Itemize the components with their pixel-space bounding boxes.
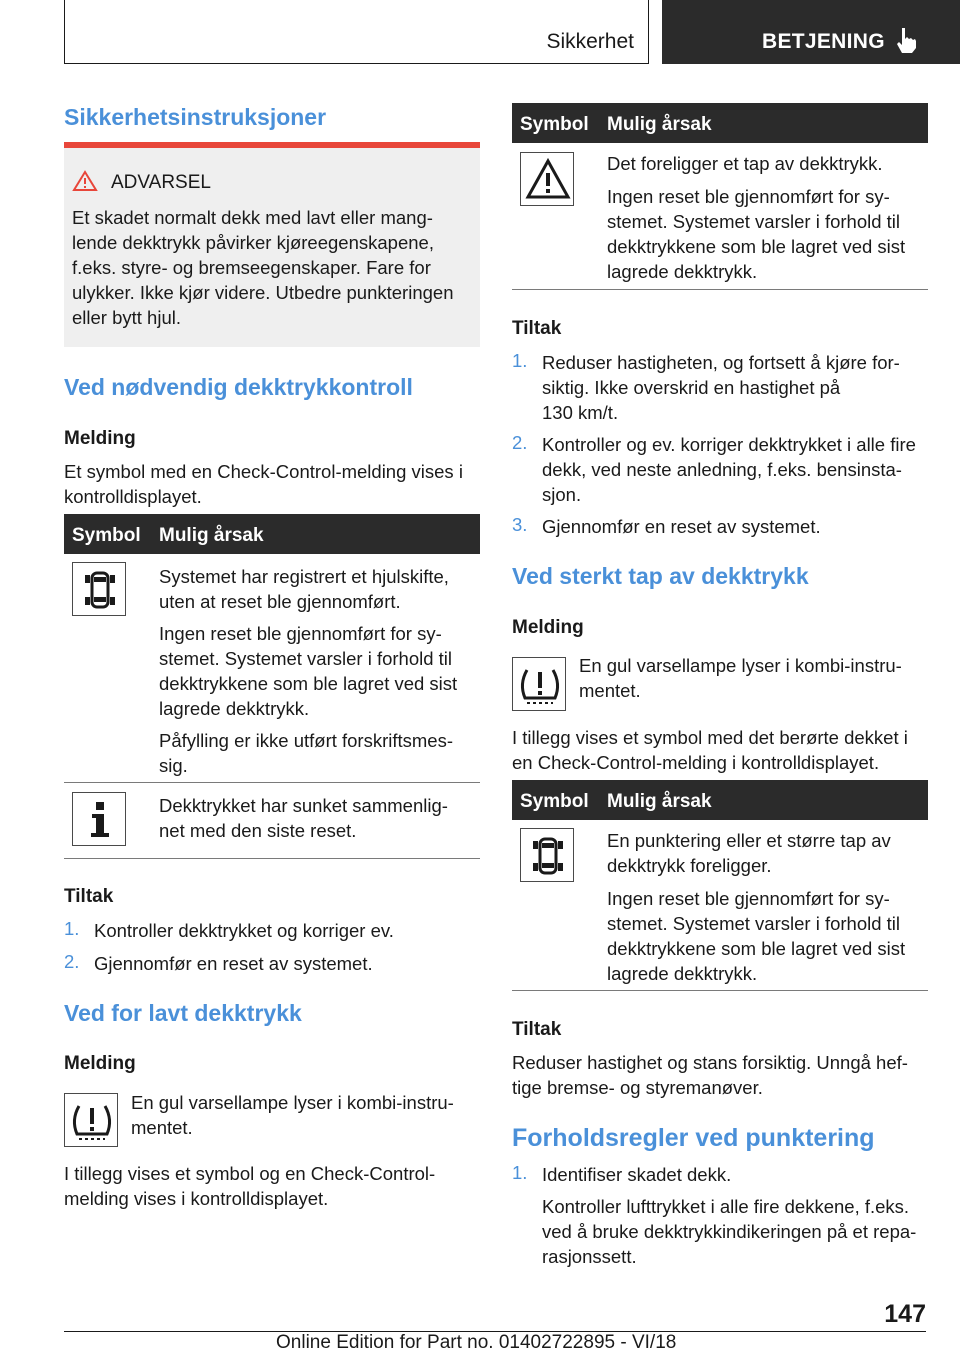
title-low-pressure: Ved for lavt dekktrykk: [64, 1000, 302, 1026]
cause-text: lagrede dekktrykk.: [607, 963, 758, 984]
heading-melding: Melding: [64, 1053, 136, 1074]
warning-line: Et skadet normalt dekk med lavt eller mang-: [72, 207, 433, 228]
cause-text: lagrede dekktrykk.: [159, 698, 310, 719]
warning-line: lende dekktrykk påvirker kjøreegenskapene,: [72, 232, 434, 253]
cause-text: dekktrykk foreligger.: [607, 855, 772, 876]
header-section-box: [64, 0, 649, 64]
heading-melding: Melding: [512, 617, 584, 638]
car-tire-icon: [73, 563, 127, 617]
step-number: 2.: [64, 951, 80, 972]
table-divider: [512, 990, 928, 991]
cause-text: dekktrykkene som ble lagret ved sist: [159, 673, 458, 694]
header-chapter-box: [662, 0, 960, 64]
cause-text: Ingen reset ble gjennomført for sy-: [607, 186, 890, 207]
cause-text: Systemet har registrert et hjulskifte,: [159, 566, 449, 587]
cause-text: uten at reset ble gjennomført.: [159, 591, 401, 612]
step-text: rasjonssett.: [542, 1246, 637, 1267]
body-text: en Check-Control-melding i kontrolldisplayet.: [512, 752, 880, 773]
melding-text: Et symbol med en Check-Control-melding vises i: [64, 461, 463, 482]
body-text: I tillegg vises et symbol med det berørte dekket i: [512, 727, 908, 748]
car-tire-icon: [521, 829, 575, 883]
cause-text: stemet. Systemet varsler i forhold til: [159, 648, 453, 669]
car-puncture-symbol: [520, 828, 574, 882]
warning-triangle-icon: [521, 153, 575, 207]
heading-tiltak: Tiltak: [512, 1019, 562, 1040]
step-number: 1.: [64, 918, 80, 939]
heading-melding: Melding: [64, 428, 136, 449]
tpms-icon: [513, 658, 567, 712]
cause-text: Ingen reset ble gjennomført for sy-: [607, 888, 890, 909]
body-text: melding vises i kontrolldisplayet.: [64, 1188, 329, 1209]
title-severe-loss: Ved sterkt tap av dekktrykk: [512, 563, 809, 589]
cause-text: lagrede dekktrykk.: [607, 261, 758, 282]
title-puncture-precautions: Forholdsregler ved punktering: [512, 1124, 875, 1152]
edition-text: Online Edition for Part no. 01402722895 - VI/18: [276, 1332, 677, 1353]
table-divider: [64, 782, 480, 783]
body-text: tige bremse- og styremanøver.: [512, 1077, 763, 1098]
warning-triangle-icon: [72, 170, 98, 192]
step-text: 130 km/t.: [542, 402, 619, 423]
heading-tiltak: Tiltak: [64, 886, 114, 907]
tpms-warning-symbol: [64, 1093, 118, 1147]
step-number: 3.: [512, 514, 528, 535]
melding-text: mentet.: [579, 680, 641, 701]
cause-text: stemet. Systemet varsler i forhold til: [607, 913, 901, 934]
title-tire-pressure-check: Ved nødvendig dekktrykkontroll: [64, 374, 413, 400]
melding-text: En gul varsellampe lyser i kombi-instru-: [131, 1092, 454, 1113]
cause-text: net med den siste reset.: [159, 820, 357, 841]
warning-label: ADVARSEL: [111, 172, 211, 193]
cause-text: stemet. Systemet varsler i forhold til: [607, 211, 901, 232]
tpms-warning-symbol: [512, 657, 566, 711]
body-text: Reduser hastighet og stans forsiktig. Unngå hef-: [512, 1052, 908, 1073]
col-cause: Mulig årsak: [159, 525, 264, 546]
step-number: 2.: [512, 432, 528, 453]
col-symbol: Symbol: [72, 525, 141, 546]
col-symbol: Symbol: [520, 114, 589, 135]
table-divider: [64, 858, 480, 859]
cause-text: dekktrykkene som ble lagret ved sist: [607, 236, 906, 257]
step-number: 1.: [512, 1162, 528, 1183]
title-safety-instructions: Sikkerhetsinstruksjoner: [64, 104, 327, 130]
warning-line: f.eks. styre- og bremseegenskaper. Fare for: [72, 257, 431, 278]
step-text: Identifiser skadet dekk.: [542, 1164, 732, 1185]
tpms-icon: [65, 1094, 119, 1148]
cause-text: Ingen reset ble gjennomført for sy-: [159, 623, 442, 644]
step-text: Kontroller og ev. korriger dekktrykket i alle fire: [542, 434, 916, 455]
cause-text: dekktrykkene som ble lagret ved sist: [607, 938, 906, 959]
warning-symbol: [520, 152, 574, 206]
cause-text: En punktering eller et større tap av: [607, 830, 891, 851]
table-header: [512, 780, 928, 820]
hand-pointer-icon: [894, 26, 920, 54]
info-icon: [73, 793, 127, 847]
car-reset-symbol: [72, 562, 126, 616]
step-text: siktig. Ikke overskrid en hastighet på: [542, 377, 841, 398]
warning-line: eller bytt hjul.: [72, 307, 181, 328]
header-section: Sikkerhet: [546, 30, 634, 53]
info-symbol: [72, 792, 126, 846]
table-header: [512, 103, 928, 143]
page-number: 147: [884, 1300, 926, 1328]
cause-text: Påfylling er ikke utført forskriftsmes-: [159, 730, 454, 751]
step-text: Gjennomfør en reset av systemet.: [542, 516, 821, 537]
step-text: sjon.: [542, 484, 582, 505]
step-text: Gjennomfør en reset av systemet.: [94, 953, 373, 974]
melding-text: En gul varsellampe lyser i kombi-instru-: [579, 655, 902, 676]
table-header: [64, 514, 480, 554]
col-symbol: Symbol: [520, 791, 589, 812]
warning-line: ulykker. Ikke kjør videre. Utbedre punkteringen: [72, 282, 454, 303]
cause-text: Dekktrykket har sunket sammenlig-: [159, 795, 448, 816]
cause-text: Det foreligger et tap av dekktrykk.: [607, 153, 883, 174]
heading-tiltak: Tiltak: [512, 318, 562, 339]
step-number: 1.: [512, 350, 528, 371]
body-text: I tillegg vises et symbol og en Check-Control-: [64, 1163, 436, 1184]
col-cause: Mulig årsak: [607, 791, 712, 812]
header-chapter: BETJENING: [762, 30, 885, 53]
step-text: Reduser hastigheten, og fortsett å kjøre for-: [542, 352, 900, 373]
step-text: Kontroller dekktrykket og korriger ev.: [94, 920, 394, 941]
step-text: dekk, ved neste anledning, f.eks. bensinsta-: [542, 459, 902, 480]
step-text: ved å bruke dekktrykkindikeringen på et repa-: [542, 1221, 917, 1242]
cause-text: sig.: [159, 755, 188, 776]
step-text: Kontroller lufttrykket i alle fire dekkene, f.eks.: [542, 1196, 910, 1217]
col-cause: Mulig årsak: [607, 114, 712, 135]
melding-text: kontrolldisplayet.: [64, 486, 202, 507]
table-divider: [512, 289, 928, 290]
melding-text: mentet.: [131, 1117, 193, 1138]
